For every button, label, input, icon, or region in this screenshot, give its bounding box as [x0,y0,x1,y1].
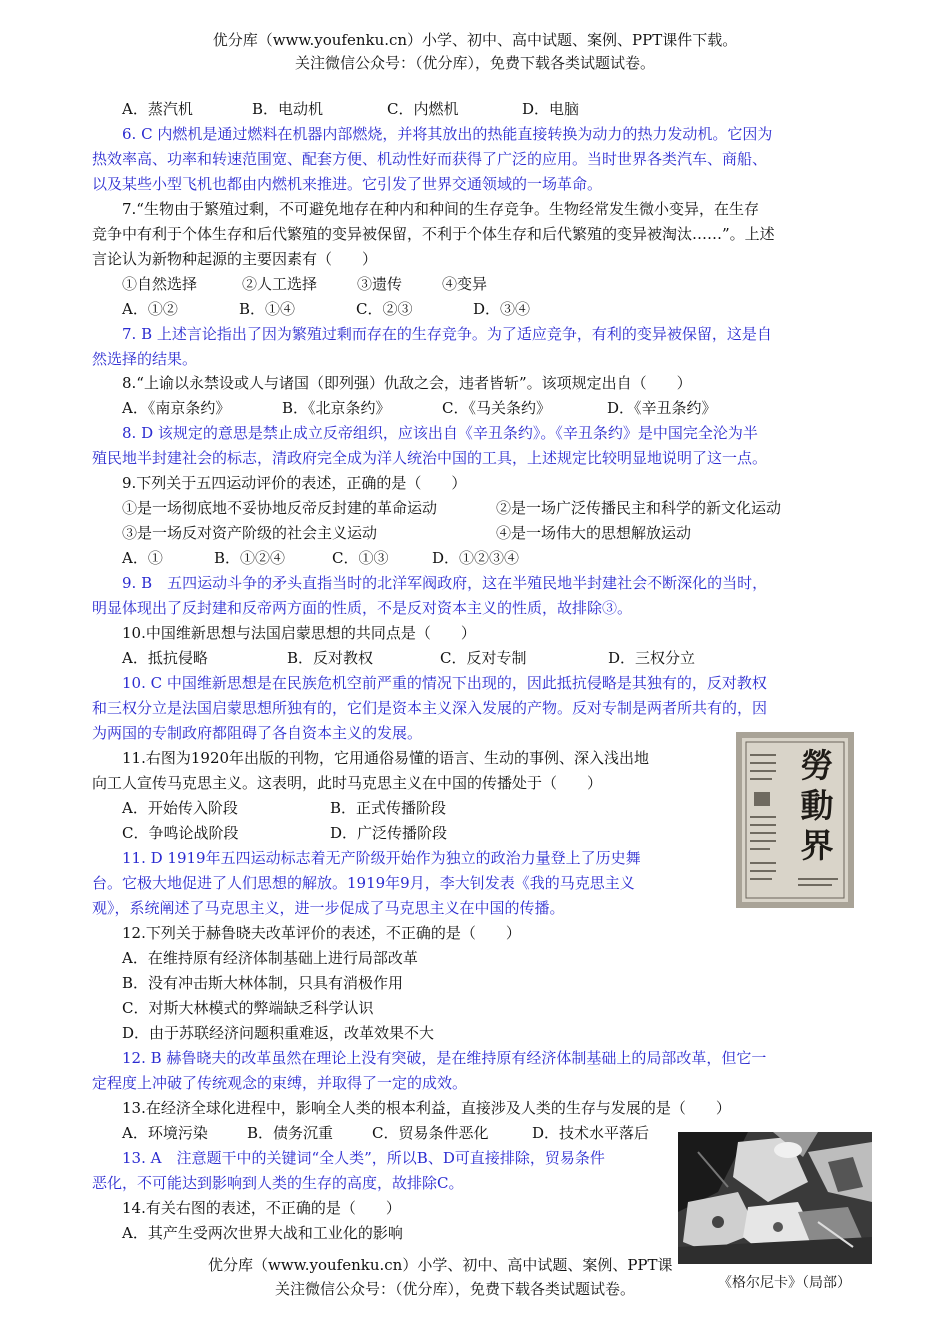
footer-line-1: 优分库（www.youfenku.cn）小学、初中、高中试题、案例、PPT课 [208,1256,673,1274]
q7-stem-line-1: 7.“生物由于繁殖过剩，不可避免地存在种内和种间的生存竞争。生物经常发生微小变异，在生存 [122,200,759,218]
q11-options-row-2 [122,822,447,844]
q11-answer-line-1: 11. D 1919年五四运动标志着无产阶级开始作为独立的政治力量登上了历史舞 [122,849,641,867]
q11-stem-line-2: 向工人宣传马克思主义。这表明，此时马克思主义在中国的传播处于（ ） [92,774,603,792]
q10-option-b: B．反对教权 [287,649,374,667]
q9-items-row-2 [122,522,691,544]
q6-option-b: B．电动机 [252,100,324,118]
q9-option-a: A．① [122,549,163,567]
q10-options [122,647,695,669]
q11-option-d: D．广泛传播阶段 [330,824,448,842]
header-line-1: 优分库（www.youfenku.cn）小学、初中、高中试题、案例、PPT课件下载。 [212,31,738,49]
q6-answer-line-2: 热效率高、功率和转速范围宽、配套方便、机动性好而获得了广泛的应用。当时世界各类汽车、商船、 [92,150,768,168]
q10-answer-line-2: 和三权分立是法国启蒙思想所独有的，它们是资本主义深入发展的产物。反对专制是两者所共有的，因 [92,699,768,717]
q6-answer-line-1: 6. C 内燃机是通过燃料在机器内部燃烧，并将其放出的热能直接转换为动力的热力发动机。它因为 [122,125,773,143]
footer-line-2: 关注微信公众号：（优分库），免费下载各类试题试卷。 [275,1280,636,1298]
q8-options [122,397,717,419]
q7-items [122,273,487,295]
q9-item-3: ③是一场反对资产阶级的社会主义运动 [122,524,378,542]
journal-title: 勞動界 [800,746,834,865]
q12-option-a: A．在维持原有经济体制基础上进行局部改革 [122,949,418,967]
q11-option-b: B．正式传播阶段 [330,799,447,817]
q13-option-a: A．环境污染 [122,1124,208,1142]
q11-option-c: C．争鸣论战阶段 [122,824,239,842]
q8-answer-line-1: 8. D 该规定的意思是禁止成立反帝组织，应该出自《辛丑条约》。《辛丑条约》是中国完全沦为半 [122,424,758,442]
q9-stem: 9.下列关于五四运动评价的表述，正确的是（ ） [122,474,467,492]
laodongjie-journal-image [736,732,854,908]
q8-option-c: C．《马关条约》 [442,399,551,417]
q7-stem-line-2: 竞争中有利于个体生存和后代繁殖的变异被保留，不利于个体生存和后代繁殖的变异被淘汰……”。上述 [92,225,775,243]
guernica-painting-image [678,1132,872,1264]
q11-answer-line-2: 台。它极大地促进了人们思想的解放。1919年9月，李大钊发表《我的马克思主义 [92,874,635,892]
q7-option-d: D．③④ [473,300,531,318]
q13-option-d: D．技术水平落后 [532,1124,650,1142]
q9-items-row-1 [122,497,781,519]
q13-answer-line-2: 恶化，不可能达到影响到人类的生存的高度，故排除C。 [92,1174,464,1192]
q7-item-2: ②人工选择 [242,275,318,293]
q12-answer-line-1: 12. B 赫鲁晓夫的改革虽然在理论上没有突破，是在维持原有经济体制基础上的局部改革，但它一 [122,1049,767,1067]
q7-stem-line-3: 言论认为新物种起源的主要因素有（ ） [92,250,378,268]
q7-item-3: ③遗传 [357,275,403,293]
q10-option-a: A．抵抗侵略 [122,649,208,667]
q10-option-c: C．反对专制 [440,649,527,667]
q13-stem: 13.在经济全球化进程中，影响全人类的根本利益，直接涉及人类的生存与发展的是（ ） [122,1099,731,1117]
q9-answer-line-2: 明显体现出了反封建和反帝两方面的性质，不是反对资本主义的性质，故排除③。 [92,599,633,617]
q6-option-d: D．电脑 [522,100,580,118]
q7-answer-line-1: 7. B 上述言论指出了因为繁殖过剩而存在的生存竞争。为了适应竞争，有利的变异被保留，这是自 [122,325,772,343]
q6-options [122,98,579,120]
q8-option-b: B．《北京条约》 [282,399,391,417]
q13-answer-line-1: 13. A 注意题干中的关键词“全人类”，所以B、D可直接排除，贸易条件 [122,1149,605,1167]
header-line-2: 关注微信公众号：（优分库），免费下载各类试题试卷。 [294,54,655,72]
q9-answer-line-1: 9. B 五四运动斗争的矛头直指当时的北洋军阀政府，这在半殖民地半封建社会不断深化的当时， [122,574,768,592]
q9-item-4: ④是一场伟大的思想解放运动 [496,524,692,542]
q9-item-2: ②是一场广泛传播民主和科学的新文化运动 [496,499,782,517]
q12-answer-line-2: 定程度上冲破了传统观念的束缚，并取得了一定的成效。 [92,1074,468,1092]
q12-option-d: D．由于苏联经济问题积重难返，改革效果不大 [122,1024,435,1042]
q10-answer-line-1: 10. C 中国维新思想是在民族危机空前严重的情况下出现的，因此抵抗侵略是其独有的，反对教权 [122,674,767,692]
q13-option-c: C．贸易条件恶化 [372,1124,489,1142]
q7-option-c: C．②③ [356,300,413,318]
q7-item-1: ①自然选择 [122,275,198,293]
q9-option-c: C．①③ [332,549,389,567]
q9-options [122,547,519,569]
q9-item-1: ①是一场彻底地不妥协地反帝反封建的革命运动 [122,499,438,517]
q13-option-b: B．债务沉重 [247,1124,334,1142]
q8-stem: 8.“上谕以永禁设或人与诸国（即列强）仇敌之会，违者皆斩”。该项规定出自（ ） [122,374,692,392]
q12-stem: 12.下列关于赫鲁晓夫改革评价的表述，不正确的是（ ） [122,924,521,942]
q14-stem: 14.有关右图的表述，不正确的是（ ） [122,1199,401,1217]
q6-answer-line-3: 以及某些小型飞机也都由内燃机来推进。它引发了世界交通领域的一场革命。 [92,175,603,193]
q6-option-c: C．内燃机 [387,100,459,118]
q9-option-b: B．①②④ [214,549,286,567]
q11-option-a: A．开始传入阶段 [122,799,238,817]
q7-options [122,298,530,320]
guernica-graphic [678,1132,872,1264]
q10-stem: 10.中国维新思想与法国启蒙思想的共同点是（ ） [122,624,476,642]
q12-option-c: C．对斯大林模式的弊端缺乏科学认识 [122,999,374,1017]
q10-option-d: D．三权分立 [608,649,696,667]
guernica-caption: 《格尔尼卡》（局部） [718,1275,851,1291]
q12-option-b: B．没有冲击斯大林体制，只具有消极作用 [122,974,404,992]
q6-option-a: A．蒸汽机 [122,100,193,118]
q14-option-a: A．其产生受两次世界大战和工业化的影响 [122,1224,403,1242]
q9-option-d: D．①②③④ [432,549,520,567]
q7-option-b: B．①④ [239,300,296,318]
q7-item-4: ④变异 [442,275,488,293]
q8-option-d: D．《辛丑条约》 [607,399,717,417]
q13-options [122,1122,649,1144]
q8-answer-line-2: 殖民地半封建社会的标志，清政府完全成为洋人统治中国的工具，上述规定比较明显地说明了这一点。 [92,449,768,467]
q10-answer-line-3: 为两国的专制政府都阻碍了各自资本主义的发展。 [92,724,423,742]
q11-stem-line-1: 11.右图为1920年出版的刊物，它用通俗易懂的语言、生动的事例、深入浅出地 [122,749,650,767]
q7-answer-line-2: 然选择的结果。 [92,350,198,368]
q11-answer-line-3: 观》，系统阐述了马克思主义，进一步促成了马克思主义在中国的传播。 [92,899,565,917]
q8-option-a: A．《南京条约》 [122,399,231,417]
q11-options-row-1 [122,797,446,819]
q7-option-a: A．①② [122,300,178,318]
